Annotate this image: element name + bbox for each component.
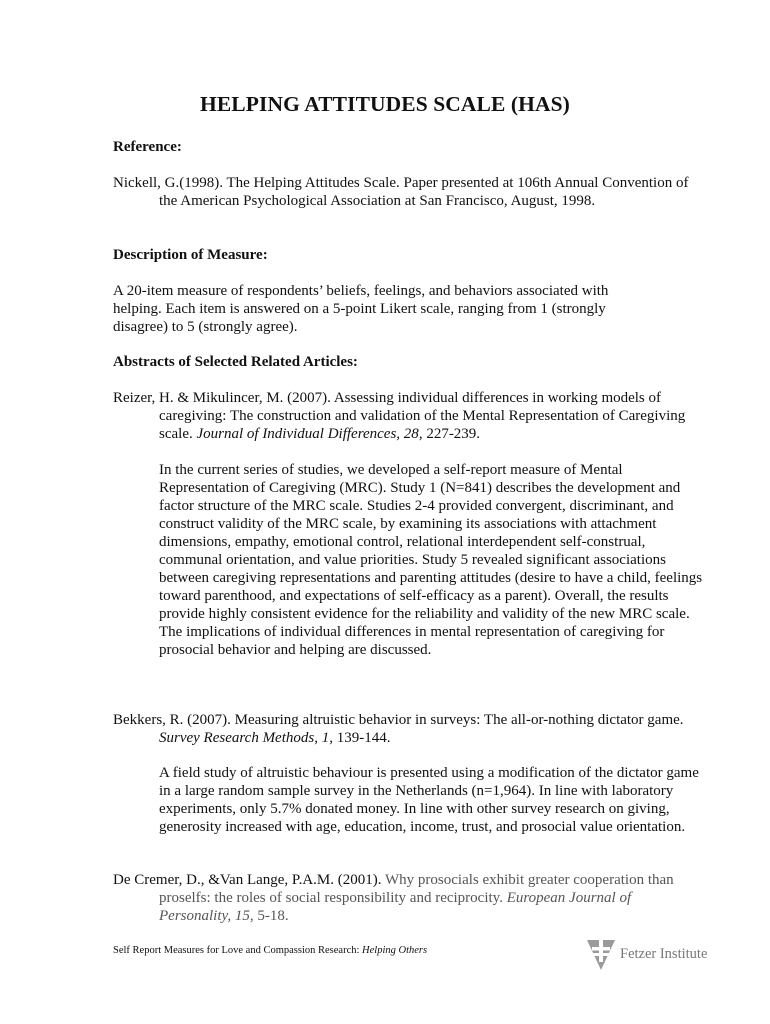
article-citation: De Cremer, D., &Van Lange, P.A.M. (2001). Why prosocials exhibit greater cooperation than proselfs: the roles of social responsibility and reciprocity. European Journal of Personality, 15, 5-18. [113,872,674,924]
description-text: A 20-item measure of respondents’ beliefs, feelings, and behaviors associated with helping. Each item is answered on a 5-point Likert scale, ranging from 1 (strongly disagree) to 5 (strongly agree). [113,283,609,335]
article-title: Why prosocials exhibit greater cooperation than proselfs: the roles of social responsibility and reciprocity. [159,872,674,906]
article-abstract: A field study of altruistic behaviour is presented using a modification of the dictator game in a large random sample survey in the Netherlands (n=1,964). In line with laboratory experiments, only 5.7% donated money. In line with other survey research on giving, generosity increased with age, education, income, trust, and prosocial value orientation. [159,765,699,835]
journal-name: Survey Research Methods, 1, [159,730,333,746]
article-abstract: In the current series of studies, we developed a self-report measure of Mental Representation of Caregiving (MRC). Study 1 (N=841) describes the development and factor structure of the MRC scale. Studies 2-4 provided convergent, discriminant, and construct validity of the MRC scale, by examining its associations with attachment dimensions, empathy, emotional control, relational interdependent self-construal, communal orientation, and value priorities. Study 5 revealed significant associations between caregiving representations and parenting attitudes (desire to have a child, feelings toward parenthood, and expectations of self-efficacy as a parent). Overall, the results provide highly consistent evidence for the reliability and validity of the new MRC scale. The implications of individual differences in mental representation of caregiving for prosocial behavior and helping are discussed. [159,462,703,658]
fetzer-logo-icon [586,938,616,972]
article-citation: Bekkers, R. (2007). Measuring altruistic behavior in surveys: The all-or-nothing dictator game. Survey Research Methods, 1, 139-144. [113,712,684,746]
journal-name: European Journal of Personality, 15 [159,890,632,924]
abstracts-heading: Abstracts of Selected Related Articles: [113,354,358,370]
description-heading: Description of Measure: [113,247,268,263]
journal-name: Journal of Individual Differences, 28 [196,426,419,442]
reference-heading: Reference: [113,139,182,155]
fetzer-logo [586,938,726,972]
page-footer: Self Report Measures for Love and Compassion Research: Helping Others [113,945,428,956]
reference-citation: Nickell, G.(1998). The Helping Attitudes Scale. Paper presented at 106th Annual Convention of the American Psychological Association at San Francisco, August, 1998. [113,175,689,209]
logo-text: Fetzer Institute [620,946,708,962]
page-title: HELPING ATTITUDES SCALE (HAS) [200,92,570,116]
article-citation: Reizer, H. & Mikulincer, M. (2007). Assessing individual differences in working models of caregiving: The construction and validation of the Mental Representation of Caregiving scale. Journal of Individual Differences, 28, 227-239. [113,390,686,442]
